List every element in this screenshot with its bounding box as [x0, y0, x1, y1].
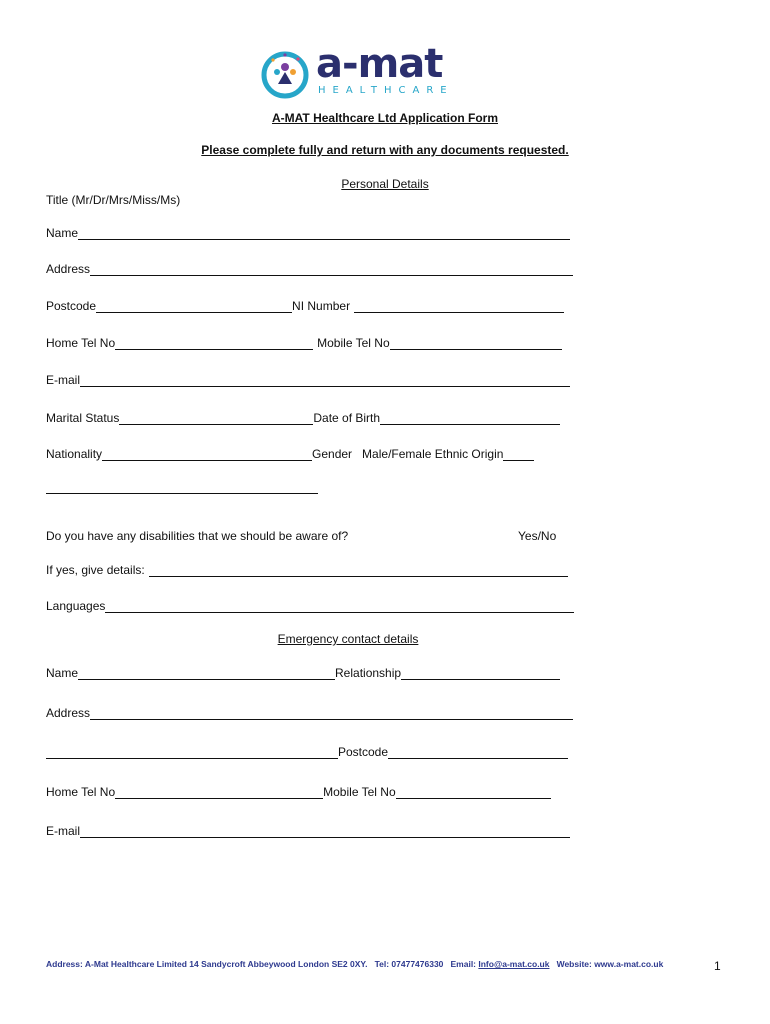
footer-contact [46, 958, 676, 970]
gender-ethnic-label: Gender Male/Female Ethnic Origin [312, 447, 504, 461]
emergency-mobile-tel-field[interactable] [396, 786, 551, 799]
emergency-name-field[interactable] [78, 667, 335, 680]
ni-number-label: NI Number [292, 299, 351, 313]
emergency-postcode-field[interactable] [388, 746, 568, 759]
emergency-address-row [46, 704, 573, 720]
marital-status-field[interactable] [119, 412, 313, 425]
dob-field[interactable] [380, 412, 560, 425]
section-heading-emergency: Emergency contact details [277, 632, 419, 646]
emergency-name-label: Name [46, 666, 79, 680]
marital-dob-row [46, 409, 560, 425]
disabilities-row [46, 527, 566, 543]
emergency-name-row [46, 664, 560, 680]
email-field-row [46, 371, 570, 387]
footer-email-link[interactable]: Info@a-mat.co.uk [478, 959, 550, 969]
emergency-address-label: Address [46, 706, 91, 720]
footer-website: Website: www.a-mat.co.uk [549, 959, 664, 969]
emergency-phone-row [46, 783, 551, 799]
disabilities-yes-no[interactable]: Yes/No [518, 529, 557, 543]
emergency-email-row [46, 822, 570, 838]
emergency-postcode-row [46, 743, 568, 759]
emergency-home-tel-field[interactable] [115, 786, 323, 799]
languages-field[interactable] [105, 600, 574, 613]
title-label: Title (Mr/Dr/Mrs/Miss/Ms) [46, 193, 181, 207]
emergency-mobile-tel-label: Mobile Tel No [323, 785, 396, 799]
emergency-address-line2-field[interactable] [46, 746, 338, 759]
postcode-ni-row [46, 297, 564, 313]
ethnic-origin-continuation-row [46, 478, 318, 494]
mobile-tel-label: Mobile Tel No [317, 336, 390, 350]
page-number: 1 [714, 959, 721, 973]
emergency-home-tel-label: Home Tel No [46, 785, 116, 799]
logo-wordmark: a-mat [316, 41, 443, 87]
name-label: Name [46, 226, 79, 240]
details-row [46, 561, 568, 577]
languages-label: Languages [46, 599, 106, 613]
title-field-row [46, 191, 180, 207]
dob-label: Date of Birth [313, 411, 381, 425]
email-label: E-mail [46, 373, 81, 387]
form-title: A-MAT Healthcare Ltd Application Form [271, 111, 498, 125]
nationality-field[interactable] [102, 448, 312, 461]
mobile-tel-field[interactable] [390, 337, 562, 350]
ethnic-origin-continuation-field[interactable] [46, 481, 318, 494]
emergency-address-field[interactable] [90, 707, 573, 720]
section-heading-personal: Personal Details [341, 177, 429, 191]
email-field[interactable] [80, 374, 570, 387]
company-logo [260, 41, 465, 102]
details-field[interactable] [149, 564, 568, 577]
footer-address: Address: A-Mat Healthcare Limited 14 Sandycroft Abbeywood London SE2 0XY. Tel: 07477476330 Email: [46, 959, 479, 969]
marital-status-label: Marital Status [46, 411, 120, 425]
address-field-row [46, 260, 573, 276]
postcode-field[interactable] [96, 300, 292, 313]
form-instruction: Please complete fully and return with any documents requested. [201, 143, 569, 157]
disabilities-question: Do you have any disabilities that we should be aware of? [46, 529, 349, 543]
logo-subtitle: HEALTHCARE [318, 85, 454, 96]
nationality-gender-row [46, 445, 534, 461]
postcode-label: Postcode [46, 299, 97, 313]
ethnic-origin-field[interactable] [503, 448, 534, 461]
relationship-field[interactable] [401, 667, 560, 680]
emergency-email-field[interactable] [80, 825, 570, 838]
emergency-email-label: E-mail [46, 824, 81, 838]
ni-number-field[interactable] [354, 300, 564, 313]
phone-row [46, 334, 562, 350]
home-tel-label: Home Tel No [46, 336, 116, 350]
details-label: If yes, give details: [46, 563, 145, 577]
address-label: Address [46, 262, 91, 276]
languages-row [46, 597, 574, 613]
logo-mark-icon [260, 50, 310, 100]
home-tel-field[interactable] [115, 337, 313, 350]
name-field-row [46, 224, 570, 240]
nationality-label: Nationality [46, 447, 103, 461]
name-field[interactable] [78, 227, 570, 240]
address-field[interactable] [90, 263, 573, 276]
relationship-label: Relationship [335, 666, 402, 680]
emergency-postcode-label: Postcode [338, 745, 389, 759]
